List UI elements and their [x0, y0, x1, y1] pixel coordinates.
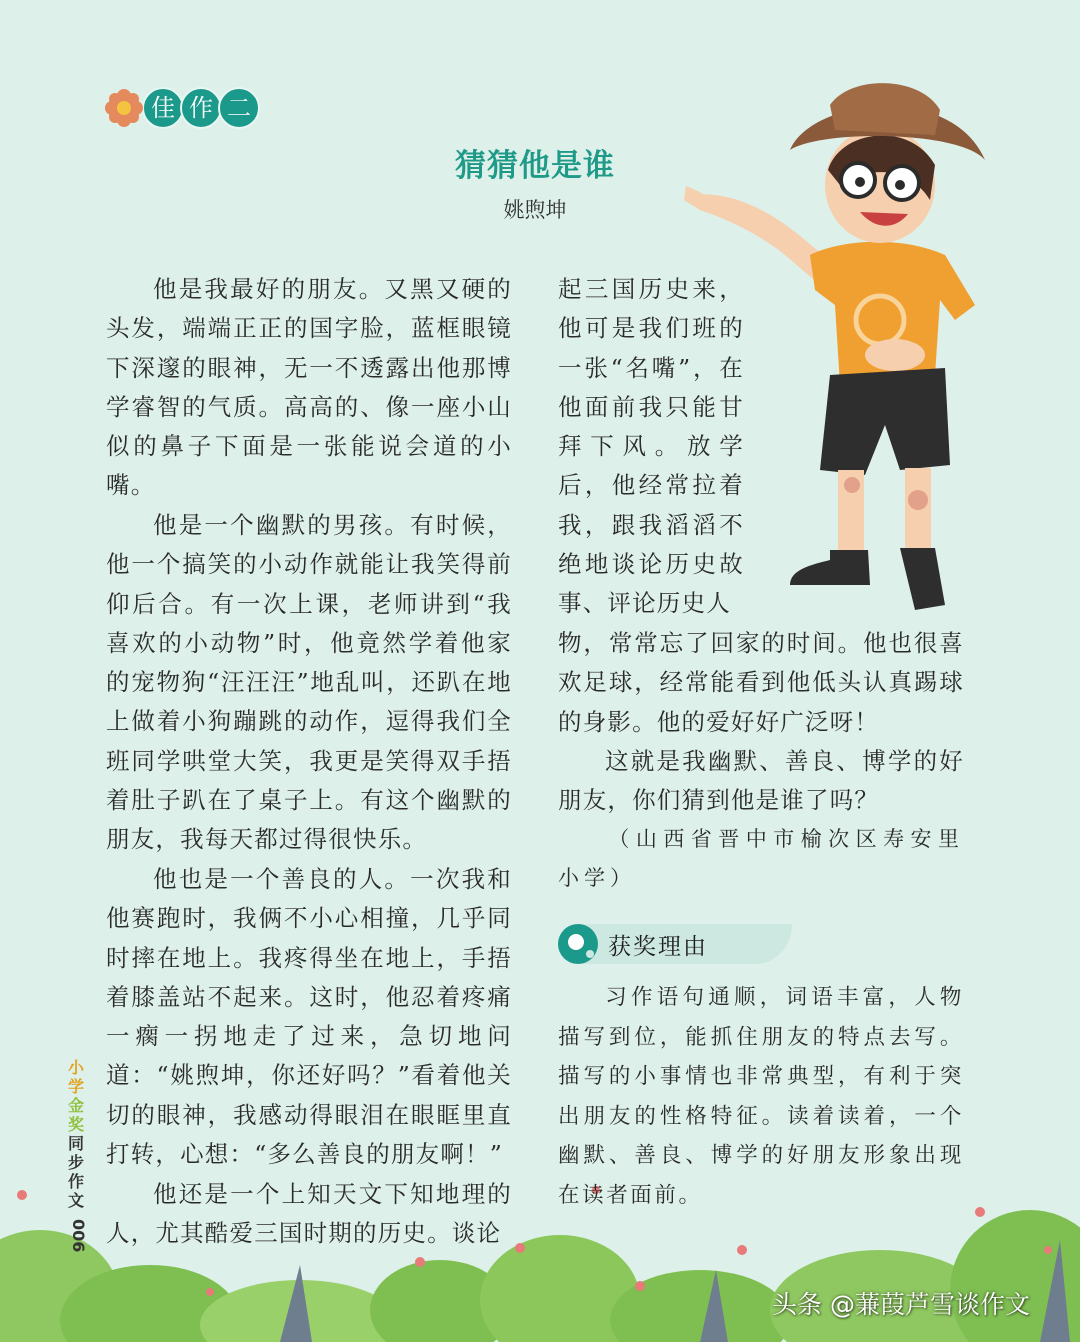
paragraph-2: 他是一个幽默的男孩。有时候，他一个搞笑的小动作就能让我笑得前仰后合。有一次上课，老师讲到“我喜欢的小动物”时，他竟然学着他家的宠物狗“汪汪汪”地乱叫，还趴在地上做着小狗蹦跳的动作，逗得我们全班同学哄堂大笑，我更是笑得双手捂着肚子趴在了桌子上。有这个幽默的朋友，我每天都过得很快乐。	[106, 511, 512, 854]
award-body: 习作语句通顺，词语丰富，人物描写到位，能抓住朋友的特点去写。描写的小事情也非常典型，有利于突出朋友的性格特征。读着读着，一个幽默、善良、博学的好朋友形象出现在读者面前。	[558, 985, 964, 1208]
badge-char-1: 佳	[142, 87, 184, 129]
article-author: 姚煦坤	[503, 198, 567, 222]
article-title: 猜猜他是谁	[455, 148, 615, 184]
paragraph-4: 他还是一个上知天文下知地理的人，尤其酷爱三国时期的历史。谈论	[106, 1180, 512, 1248]
paragraph-5: 这就是我幽默、善良、博学的好朋友，你们猜到他是谁了吗？	[558, 747, 964, 815]
side-label-part-3: 同步作文	[67, 1134, 84, 1210]
paragraph-4-continued-narrow: 起三国历史来，他可是我们班的一张“名嘴”，在他面前我只能甘拜下风。放学后，他经常拉着我，跟我滔滔不绝地谈论历史故事、评论历史人	[558, 275, 744, 618]
section-badge	[104, 86, 260, 130]
magazine-side-label	[64, 1058, 88, 1210]
flower-icon	[104, 88, 144, 128]
side-label-part-1: 小学	[67, 1058, 84, 1096]
paragraph-3: 他也是一个善良的人。一次我和他赛跑时，我俩不小心相撞，几乎同时摔在地上。我疼得坐在地上，手捂着膝盖站不起来。这时，他忍着疼痛一瘸一拐地走了过来，急切地问道：“姚煦坤，你还好吗？”看着他关切的眼神，我感动得眼泪在眼眶里直打转，心想：“多么善良的朋友啊！”	[106, 865, 512, 1169]
award-heading: 获奖理由	[608, 934, 708, 960]
side-label-part-2: 金奖	[67, 1096, 84, 1134]
school-line: （山西省晋中市榆次区寿安里小学）	[558, 827, 964, 891]
paragraph-4-continued-wide: 物，常常忘了回家的时间。他也很喜欢足球，经常能看到他低头认真踢球的身影。他的爱好好广泛呀！	[558, 629, 964, 736]
paragraph-1: 他是我最好的朋友。又黑又硬的头发，端端正正的国字脸，蓝框眼镜下深邃的眼神，无一不透露出他那博学睿智的气质。高高的、像一座小山似的鼻子下面是一张能说会道的小嘴。	[106, 275, 512, 500]
badge-char-2: 作	[180, 87, 222, 129]
badge-char-3: 二	[218, 87, 260, 129]
watermark: 头条 @蒹葭芦雪谈作文	[772, 1290, 1030, 1319]
page-number: 006	[69, 1219, 88, 1253]
